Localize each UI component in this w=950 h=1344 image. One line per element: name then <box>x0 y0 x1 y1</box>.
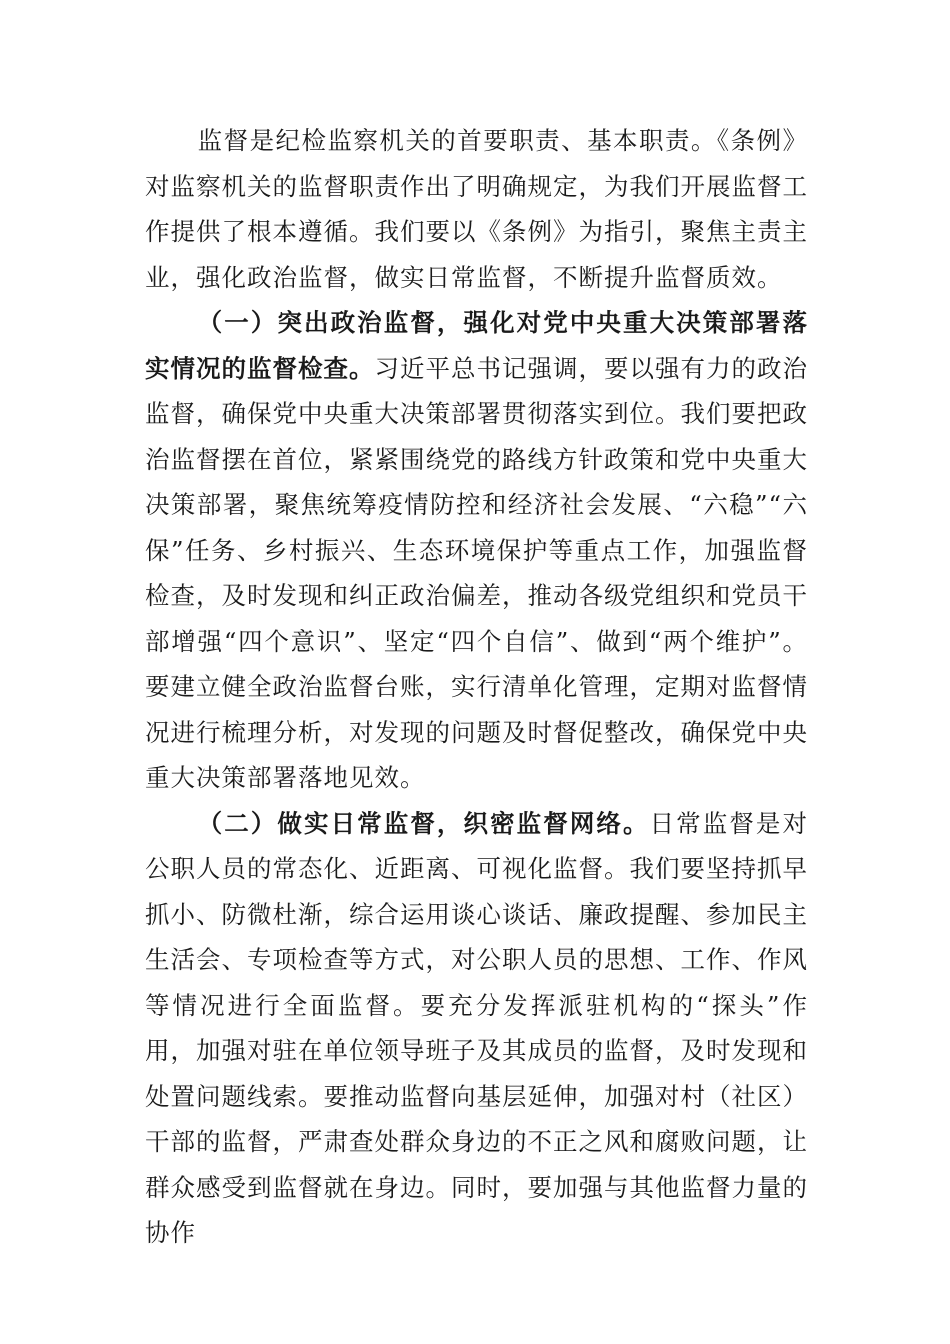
paragraph-intro <box>145 118 808 300</box>
section-heading-daily-supervision: （二）做实日常监督，织密监督网络。 <box>197 808 650 838</box>
paragraph-daily-supervision-text: 日常监督是对公职人员的常态化、近距离、可视化监督。我们要坚持抓早抓小、防微杜渐，综合运用谈心谈话、廉政提醒、参加民主生活会、专项检查等方式，对公职人员的思想、工作、作风等情况进行全面监督。要充分发挥派驻机构的“探头”作用，加强对驻在单位领导班子及其成员的监督，及时发现和处置问题线索。要推动监督向基层延伸，加强对村（社区）干部的监督，严肃查处群众身边的不正之风和腐败问题，让群众感受到监督就在身边。同时，要加强与其他监督力量的协作 <box>145 808 809 1247</box>
paragraph-intro-text: 监督是纪检监察机关的首要职责、基本职责。《条例》对监察机关的监督职责作出了明确规定，为我们开展监督工作提供了根本遵循。我们要以《条例》为指引，聚焦主责主业，强化政治监督，做实日常监督，不断提升监督质效。 <box>145 126 808 292</box>
section-heading-political-supervision: （一）突出政治监督，强化对党中央重大决策部署落实情况的监督检查。 <box>145 308 808 383</box>
paragraph-political-supervision <box>145 300 808 801</box>
paragraph-political-supervision-text: 习近平总书记强调，要以强有力的政治监督，确保党中央重大决策部署贯彻落实到位。我们要把政治监督摆在首位，紧紧围绕党的路线方针政策和党中央重大决策部署，聚焦统筹疫情防控和经济社会发展、“六稳”“六保”任务、乡村振兴、生态环境保护等重点工作，加强监督检查，及时发现和纠正政治偏差，推动各级党组织和党员干部增强“四个意识”、坚定“四个自信”、做到“两个维护”。要建立健全政治监督台账，实行清单化管理，定期对监督情况进行梳理分析，对发现的问题及时督促整改，确保党中央重大决策部署落地见效。 <box>145 353 808 792</box>
document-body <box>145 118 808 1256</box>
paragraph-daily-supervision <box>145 801 808 1256</box>
